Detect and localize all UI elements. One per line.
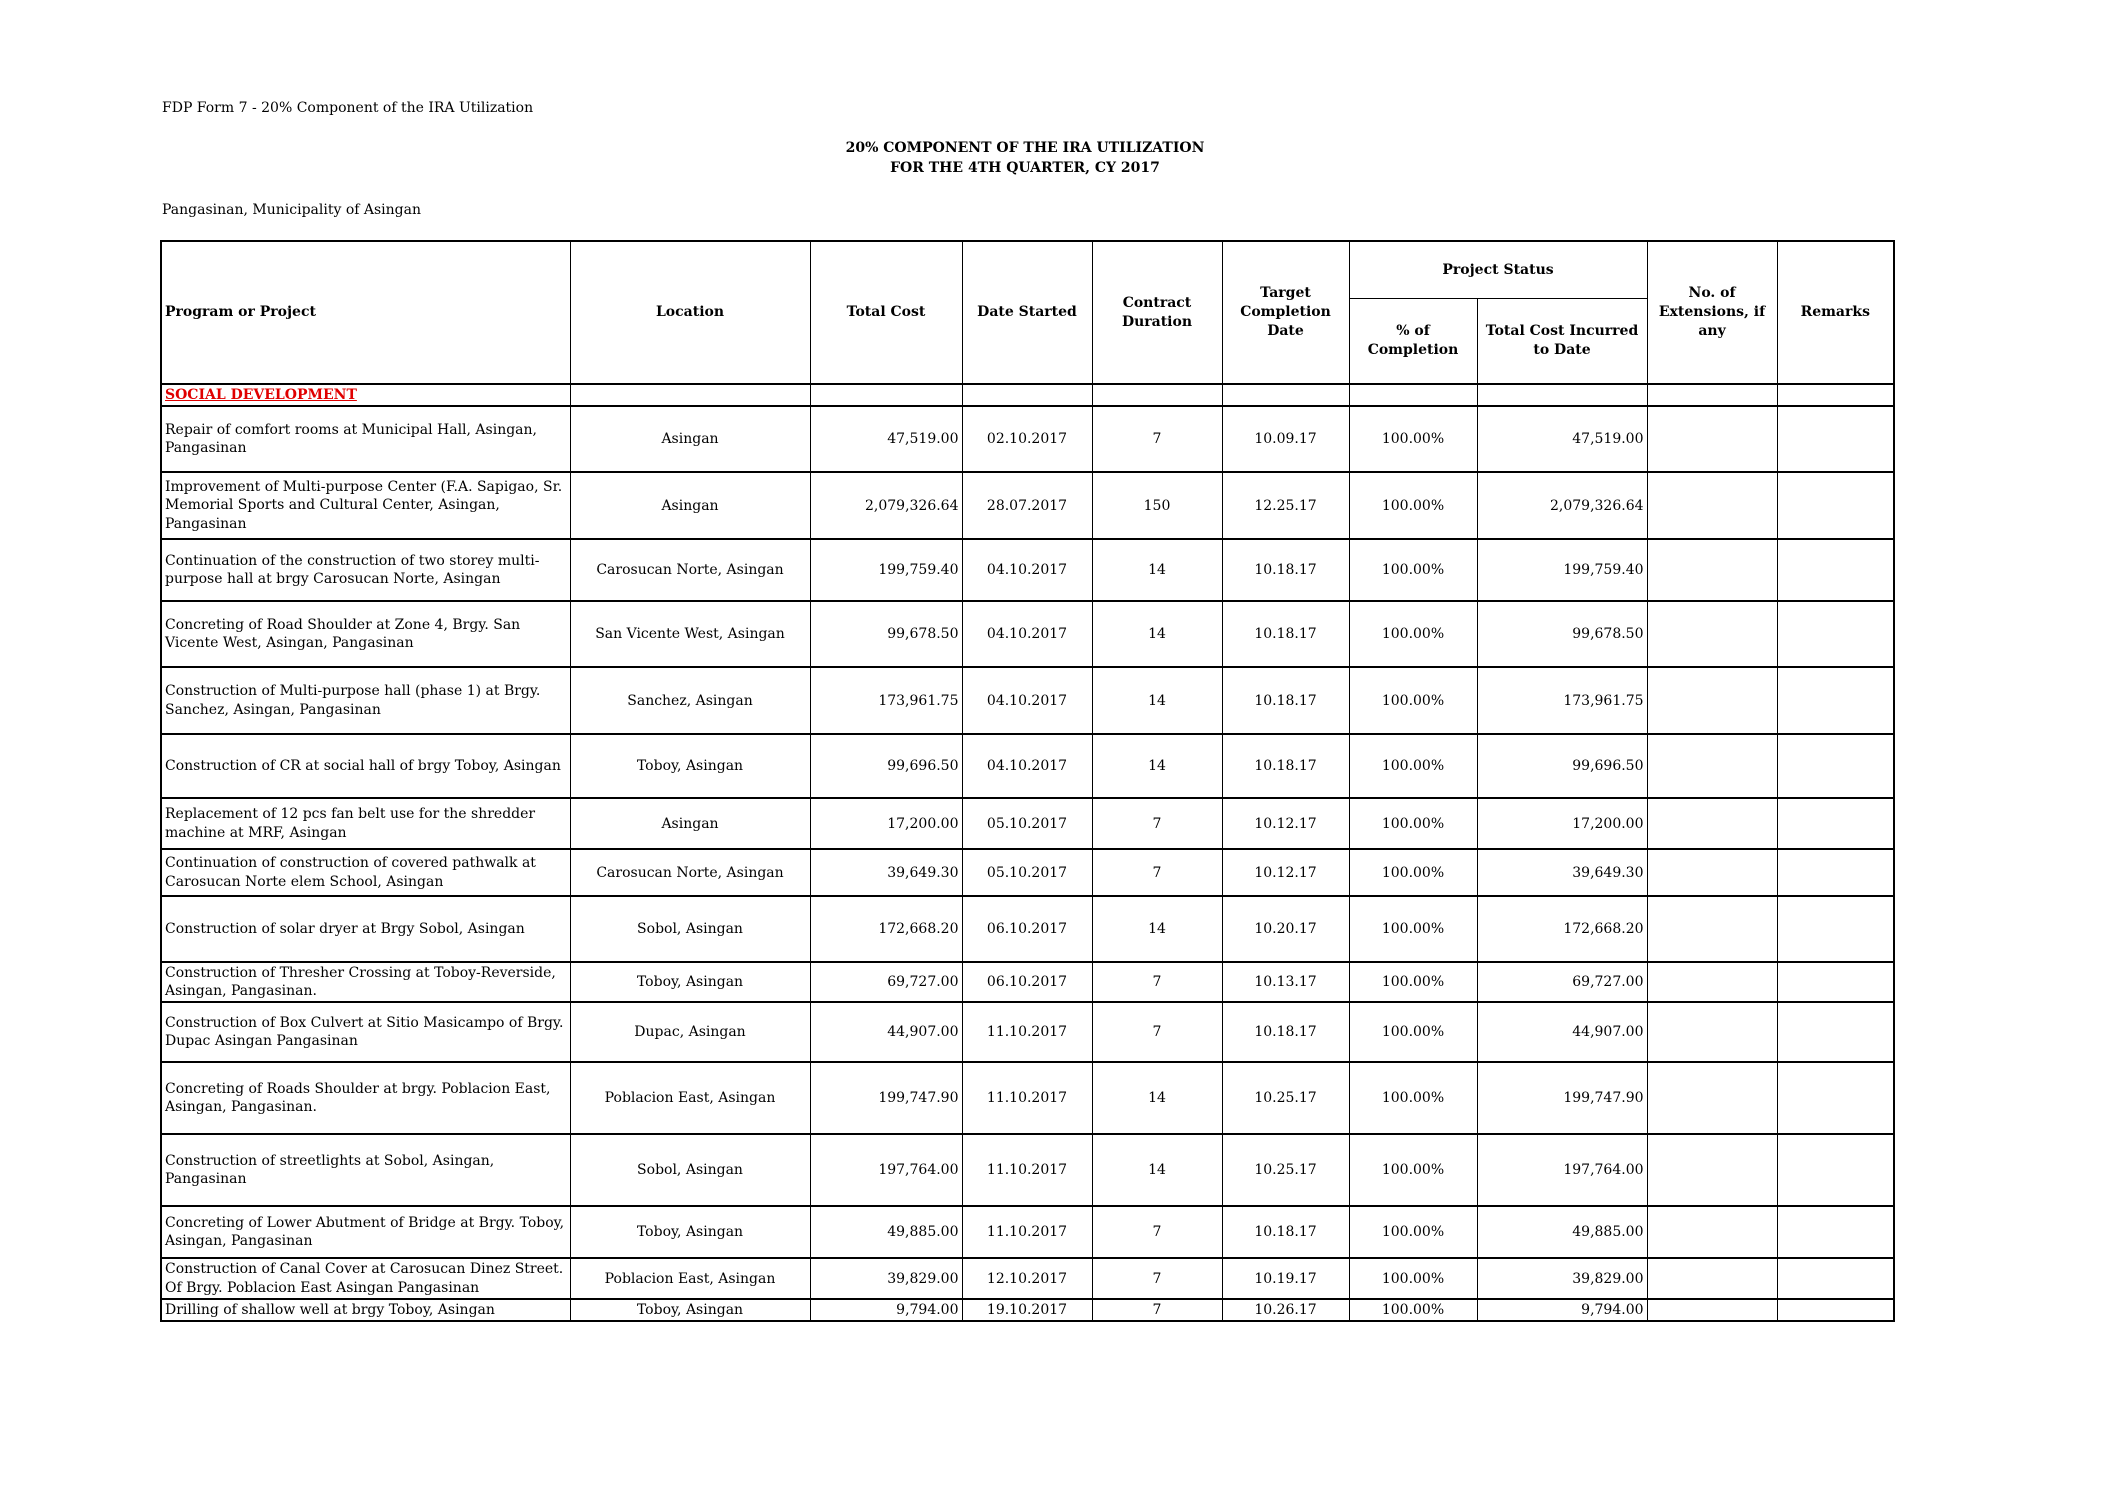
section-row — [161, 384, 1894, 406]
total-cost: 69,727.00 — [810, 962, 962, 1002]
date-started: 05.10.2017 — [962, 849, 1092, 896]
header-location: Location — [570, 241, 810, 384]
remarks — [1777, 734, 1894, 798]
table-row — [161, 472, 1894, 539]
project-name: Drilling of shallow well at brgy Toboy, Asingan — [161, 1299, 570, 1321]
target-completion-date: 10.18.17 — [1222, 539, 1349, 601]
contract-duration: 14 — [1092, 601, 1222, 667]
project-location: Toboy, Asingan — [570, 1206, 810, 1258]
section-label: SOCIAL DEVELOPMENT — [165, 387, 357, 403]
target-completion-date: 10.25.17 — [1222, 1134, 1349, 1206]
project-location: Toboy, Asingan — [570, 962, 810, 1002]
table-row — [161, 1206, 1894, 1258]
date-started: 19.10.2017 — [962, 1299, 1092, 1321]
extensions — [1647, 1002, 1777, 1062]
percent-completion: 100.00% — [1349, 962, 1477, 1002]
project-location: Poblacion East, Asingan — [570, 1062, 810, 1134]
project-location: Toboy, Asingan — [570, 734, 810, 798]
project-location: Poblacion East, Asingan — [570, 1258, 810, 1298]
target-completion-date: 10.12.17 — [1222, 849, 1349, 896]
contract-duration: 14 — [1092, 1134, 1222, 1206]
contract-duration: 14 — [1092, 539, 1222, 601]
total-cost: 17,200.00 — [810, 798, 962, 849]
percent-completion: 100.00% — [1349, 1206, 1477, 1258]
extensions — [1647, 1062, 1777, 1134]
total-cost-incurred: 9,794.00 — [1477, 1299, 1647, 1321]
date-started: 11.10.2017 — [962, 1062, 1092, 1134]
header-date-started: Date Started — [962, 241, 1092, 384]
percent-completion: 100.00% — [1349, 472, 1477, 539]
date-started: 04.10.2017 — [962, 601, 1092, 667]
location-label: Pangasinan, Municipality of Asingan — [162, 202, 421, 218]
percent-completion: 100.00% — [1349, 896, 1477, 962]
project-name: Construction of Canal Cover at Carosucan Dinez Street. Of Brgy. Poblacion East Asingan Pangasinan — [161, 1258, 570, 1298]
total-cost: 199,759.40 — [810, 539, 962, 601]
extensions — [1647, 1258, 1777, 1298]
percent-completion: 100.00% — [1349, 1134, 1477, 1206]
section-label-cell — [161, 384, 570, 406]
total-cost-incurred: 197,764.00 — [1477, 1134, 1647, 1206]
remarks — [1777, 1206, 1894, 1258]
total-cost-incurred: 2,079,326.64 — [1477, 472, 1647, 539]
total-cost-incurred: 69,727.00 — [1477, 962, 1647, 1002]
project-name: Construction of Thresher Crossing at Toboy-Reverside, Asingan, Pangasinan. — [161, 962, 570, 1002]
extensions — [1647, 539, 1777, 601]
date-started: 04.10.2017 — [962, 539, 1092, 601]
total-cost: 99,696.50 — [810, 734, 962, 798]
contract-duration: 150 — [1092, 472, 1222, 539]
date-started: 06.10.2017 — [962, 962, 1092, 1002]
contract-duration: 7 — [1092, 1002, 1222, 1062]
remarks — [1777, 406, 1894, 472]
percent-completion: 100.00% — [1349, 667, 1477, 734]
remarks — [1777, 1134, 1894, 1206]
target-completion-date: 10.09.17 — [1222, 406, 1349, 472]
table-row — [161, 849, 1894, 896]
extensions — [1647, 734, 1777, 798]
project-name: Repair of comfort rooms at Municipal Hall, Asingan, Pangasinan — [161, 406, 570, 472]
percent-completion: 100.00% — [1349, 734, 1477, 798]
header-program: Program or Project — [161, 241, 570, 384]
target-completion-date: 10.19.17 — [1222, 1258, 1349, 1298]
percent-completion: 100.00% — [1349, 1258, 1477, 1298]
project-name: Improvement of Multi-purpose Center (F.A. Sapigao, Sr. Memorial Sports and Cultural Center, Asingan, Pangasinan — [161, 472, 570, 539]
project-name: Construction of Box Culvert at Sitio Masicampo of Brgy. Dupac Asingan Pangasinan — [161, 1002, 570, 1062]
date-started: 06.10.2017 — [962, 896, 1092, 962]
table-row — [161, 962, 1894, 1002]
header-target-completion: Target Completion Date — [1222, 241, 1349, 384]
project-name: Construction of Multi-purpose hall (phase 1) at Brgy. Sanchez, Asingan, Pangasinan — [161, 667, 570, 734]
contract-duration: 14 — [1092, 896, 1222, 962]
remarks — [1777, 896, 1894, 962]
percent-completion: 100.00% — [1349, 1299, 1477, 1321]
header-project-status: Project Status — [1349, 241, 1647, 299]
total-cost-incurred: 44,907.00 — [1477, 1002, 1647, 1062]
table-row — [161, 896, 1894, 962]
percent-completion: 100.00% — [1349, 539, 1477, 601]
extensions — [1647, 1299, 1777, 1321]
header-pct-completion: % of Completion — [1349, 299, 1477, 385]
total-cost: 2,079,326.64 — [810, 472, 962, 539]
table-row — [161, 1299, 1894, 1321]
table-row — [161, 1002, 1894, 1062]
extensions — [1647, 667, 1777, 734]
project-location: Carosucan Norte, Asingan — [570, 849, 810, 896]
project-location: Carosucan Norte, Asingan — [570, 539, 810, 601]
total-cost-incurred: 49,885.00 — [1477, 1206, 1647, 1258]
percent-completion: 100.00% — [1349, 406, 1477, 472]
date-started: 11.10.2017 — [962, 1002, 1092, 1062]
date-started: 05.10.2017 — [962, 798, 1092, 849]
total-cost-incurred: 173,961.75 — [1477, 667, 1647, 734]
table-row — [161, 539, 1894, 601]
table-row — [161, 734, 1894, 798]
project-location: Sobol, Asingan — [570, 896, 810, 962]
form-label: FDP Form 7 - 20% Component of the IRA Utilization — [162, 100, 534, 116]
total-cost: 39,649.30 — [810, 849, 962, 896]
table-row — [161, 798, 1894, 849]
total-cost: 173,961.75 — [810, 667, 962, 734]
project-location: Sobol, Asingan — [570, 1134, 810, 1206]
total-cost: 47,519.00 — [810, 406, 962, 472]
percent-completion: 100.00% — [1349, 849, 1477, 896]
header-total-cost: Total Cost — [810, 241, 962, 384]
project-location: Asingan — [570, 406, 810, 472]
project-name: Construction of CR at social hall of brgy Toboy, Asingan — [161, 734, 570, 798]
total-cost: 197,764.00 — [810, 1134, 962, 1206]
target-completion-date: 10.12.17 — [1222, 798, 1349, 849]
header-extensions: No. of Extensions, if any — [1647, 241, 1777, 384]
table-row — [161, 406, 1894, 472]
remarks — [1777, 962, 1894, 1002]
table-row — [161, 1258, 1894, 1298]
project-location: San Vicente West, Asingan — [570, 601, 810, 667]
project-name: Continuation of the construction of two storey multi-purpose hall at brgy Carosucan Norte, Asingan — [161, 539, 570, 601]
remarks — [1777, 1002, 1894, 1062]
total-cost: 199,747.90 — [810, 1062, 962, 1134]
utilization-table — [160, 240, 1895, 1322]
extensions — [1647, 1134, 1777, 1206]
extensions — [1647, 896, 1777, 962]
project-location: Sanchez, Asingan — [570, 667, 810, 734]
percent-completion: 100.00% — [1349, 1002, 1477, 1062]
total-cost-incurred: 99,696.50 — [1477, 734, 1647, 798]
date-started: 12.10.2017 — [962, 1258, 1092, 1298]
target-completion-date: 10.18.17 — [1222, 601, 1349, 667]
remarks — [1777, 1062, 1894, 1134]
target-completion-date: 10.26.17 — [1222, 1299, 1349, 1321]
header-total-cost-incurred: Total Cost Incurred to Date — [1477, 299, 1647, 385]
remarks — [1777, 849, 1894, 896]
project-location: Toboy, Asingan — [570, 1299, 810, 1321]
table-row — [161, 667, 1894, 734]
date-started: 02.10.2017 — [962, 406, 1092, 472]
contract-duration: 14 — [1092, 734, 1222, 798]
table-row — [161, 601, 1894, 667]
remarks — [1777, 601, 1894, 667]
project-name: Construction of streetlights at Sobol, Asingan, Pangasinan — [161, 1134, 570, 1206]
extensions — [1647, 406, 1777, 472]
remarks — [1777, 667, 1894, 734]
header-contract-duration: Contract Duration — [1092, 241, 1222, 384]
project-name: Replacement of 12 pcs fan belt use for the shredder machine at MRF, Asingan — [161, 798, 570, 849]
header-remarks: Remarks — [1777, 241, 1894, 384]
report-subtitle: FOR THE 4TH QUARTER, CY 2017 — [890, 160, 1160, 176]
target-completion-date: 10.18.17 — [1222, 667, 1349, 734]
total-cost-incurred: 47,519.00 — [1477, 406, 1647, 472]
project-name: Concreting of Roads Shoulder at brgy. Poblacion East, Asingan, Pangasinan. — [161, 1062, 570, 1134]
contract-duration: 7 — [1092, 849, 1222, 896]
contract-duration: 14 — [1092, 667, 1222, 734]
percent-completion: 100.00% — [1349, 601, 1477, 667]
total-cost-incurred: 199,759.40 — [1477, 539, 1647, 601]
date-started: 04.10.2017 — [962, 667, 1092, 734]
contract-duration: 7 — [1092, 1206, 1222, 1258]
total-cost: 99,678.50 — [810, 601, 962, 667]
contract-duration: 7 — [1092, 406, 1222, 472]
target-completion-date: 10.18.17 — [1222, 1206, 1349, 1258]
project-name: Concreting of Lower Abutment of Bridge at Brgy. Toboy, Asingan, Pangasinan — [161, 1206, 570, 1258]
target-completion-date: 10.20.17 — [1222, 896, 1349, 962]
target-completion-date: 10.18.17 — [1222, 734, 1349, 798]
date-started: 04.10.2017 — [962, 734, 1092, 798]
extensions — [1647, 962, 1777, 1002]
report-title: 20% COMPONENT OF THE IRA UTILIZATION — [845, 140, 1205, 156]
total-cost-incurred: 39,829.00 — [1477, 1258, 1647, 1298]
remarks — [1777, 798, 1894, 849]
date-started: 11.10.2017 — [962, 1206, 1092, 1258]
target-completion-date: 10.13.17 — [1222, 962, 1349, 1002]
project-name: Concreting of Road Shoulder at Zone 4, Brgy. San Vicente West, Asingan, Pangasinan — [161, 601, 570, 667]
total-cost: 49,885.00 — [810, 1206, 962, 1258]
contract-duration: 7 — [1092, 962, 1222, 1002]
date-started: 28.07.2017 — [962, 472, 1092, 539]
remarks — [1777, 1299, 1894, 1321]
target-completion-date: 10.25.17 — [1222, 1062, 1349, 1134]
project-location: Asingan — [570, 472, 810, 539]
table-row — [161, 1134, 1894, 1206]
target-completion-date: 12.25.17 — [1222, 472, 1349, 539]
percent-completion: 100.00% — [1349, 798, 1477, 849]
total-cost: 172,668.20 — [810, 896, 962, 962]
remarks — [1777, 472, 1894, 539]
extensions — [1647, 601, 1777, 667]
total-cost-incurred: 172,668.20 — [1477, 896, 1647, 962]
total-cost-incurred: 99,678.50 — [1477, 601, 1647, 667]
project-location: Dupac, Asingan — [570, 1002, 810, 1062]
remarks — [1777, 1258, 1894, 1298]
extensions — [1647, 472, 1777, 539]
extensions — [1647, 798, 1777, 849]
extensions — [1647, 849, 1777, 896]
total-cost: 9,794.00 — [810, 1299, 962, 1321]
date-started: 11.10.2017 — [962, 1134, 1092, 1206]
contract-duration: 14 — [1092, 1062, 1222, 1134]
total-cost-incurred: 39,649.30 — [1477, 849, 1647, 896]
contract-duration: 7 — [1092, 798, 1222, 849]
project-name: Continuation of construction of covered pathwalk at Carosucan Norte elem School, Asingan — [161, 849, 570, 896]
target-completion-date: 10.18.17 — [1222, 1002, 1349, 1062]
total-cost: 44,907.00 — [810, 1002, 962, 1062]
total-cost-incurred: 199,747.90 — [1477, 1062, 1647, 1134]
percent-completion: 100.00% — [1349, 1062, 1477, 1134]
extensions — [1647, 1206, 1777, 1258]
remarks — [1777, 539, 1894, 601]
total-cost: 39,829.00 — [810, 1258, 962, 1298]
project-location: Asingan — [570, 798, 810, 849]
contract-duration: 7 — [1092, 1299, 1222, 1321]
contract-duration: 7 — [1092, 1258, 1222, 1298]
table-row — [161, 1062, 1894, 1134]
project-name: Construction of solar dryer at Brgy Sobol, Asingan — [161, 896, 570, 962]
total-cost-incurred: 17,200.00 — [1477, 798, 1647, 849]
